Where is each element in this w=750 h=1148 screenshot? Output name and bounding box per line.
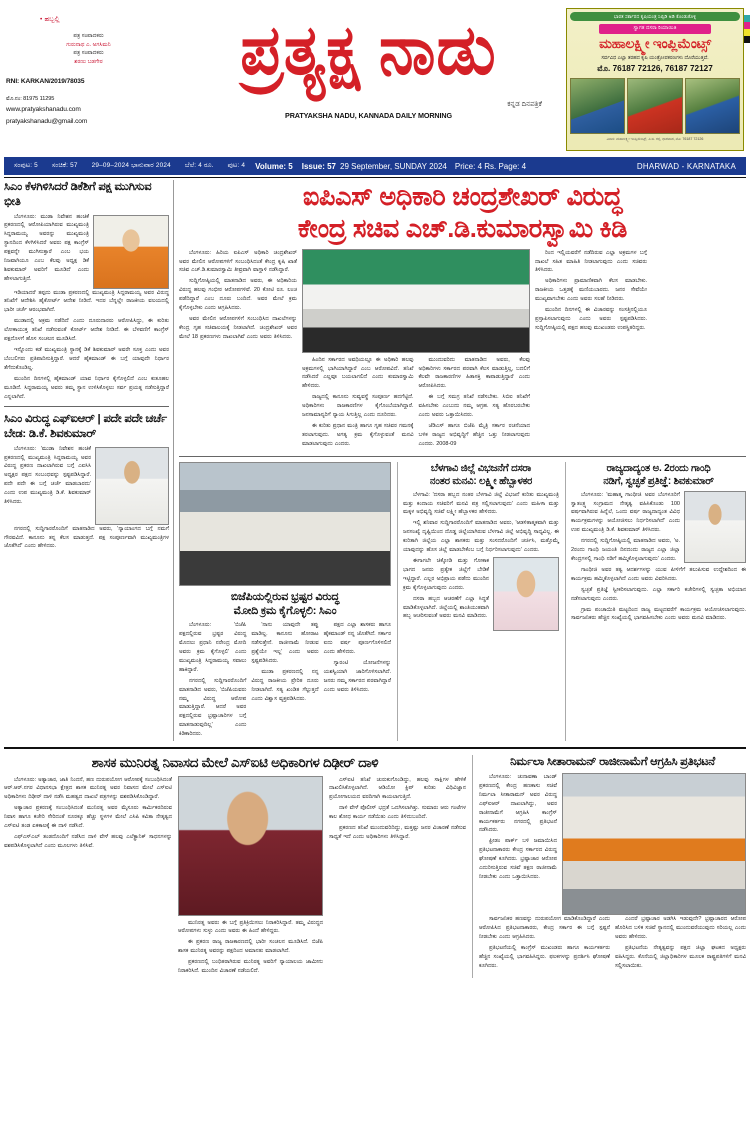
para: ಮುಂದಿನ ದಿನಗಳಲ್ಲಿ ಹೈಕಮಾಂಡ್ ಯಾವ ನಿರ್ಧಾರ ಕೈಗೊಳ್ಳಲಿದೆ ಎಂಬ ಕುತೂಹಲ ಮೂಡಿದೆ. ಸಿದ್ದರಾಮಯ್ಯ ಅವರು ತಮ್ಮ ಸ್ಥಾನ ಉಳಿಸಿಕೊಳ್ಳಲು ಸರ್ವ ಪ್ರಯತ್ನ ನಡೆಸುತ್ತಿದ್ದಾರೆ ಎನ್ನಲಾಗಿದೆ. [4, 375, 169, 400]
mid-belagavi-headline-line-2: ನಂತರ ಮನವಿ: ಲಕ್ಷ್ಮೀ ಹೆಬ್ಬಾಳಕರ [429, 475, 533, 487]
contact-website[interactable]: www.pratyakshanadu.com [6, 106, 81, 114]
para: ಬೆಂಗಳೂರು: 'ಮಹಾತ್ಮ ಗಾಂಧೀಜಿ ಅವರ ಬೆಂಗಳೂರಿಗೆ ಸ್ವಾತಂತ್ರ್ಯ ಸಂಗ್ರಾಮದ ನೇತೃತ್ವ ವಹಿಸಿಕೊಂಡು 100 ವರ್ಷವಾಗಿರುವ ಹಿನ್ನೆಲೆ, ಒಂದು ವರ್ಷ ರಾಜ್ಯದಾದ್ಯಂತ ವಿವಿಧ ಕಾರ್ಯಕ್ರಮಗಳನ್ನು ಆಯೋಜಿಸಲು ನಿರ್ಧರಿಸಲಾಗಿದೆ' ಎಂದು ಉಪ ಮುಖ್ಯಮಂತ್ರಿ ಡಿ.ಕೆ. ಶಿವಕುಮಾರ್ ತಿಳಿಸಿದರು. [571, 491, 680, 534]
para: ಸಾರ್ವಜನಿಕರ ಹಣವನ್ನು ದುರುಪಯೋಗ ಮಾಡಿಕೊಂಡಿದ್ದಾರೆ ಎಂದು ಆರೋಪಿಸಿದ ಪ್ರತಿಭಟನಾಕಾರರು, ಕೇಂದ್ರ ಸರ್ಕಾರ ಈ ಬಗ್ಗೆ ಸ್ಪಷ್ಟನೆ ನೀಡಬೇಕು ಎಂದು ಆಗ್ರಹಿಸಿದರು. [479, 916, 610, 940]
mid-cm-headline-line-2: ಮೋದಿ ಕ್ರಮ ಕೈಗೊಳ್ಳಲಿ: ಸಿಎಂ [233, 604, 337, 617]
main-divider-1 [179, 456, 746, 457]
para: ಮುಂದಿನ ದಿನಗಳಲ್ಲಿ ಈ ವಿಚಾರವನ್ನು ಸಂಸತ್ತಿನಲ್ಲಿಯೂ ಪ್ರಸ್ತಾಪಿಸಲಾಗುವುದು ಎಂದು ಅವರು ಸ್ಪಷ್ಟಪಡಿಸಿದರು. ಸುದ್ದಿಗೋಷ್ಠಿಯಲ್ಲಿ ಪಕ್ಷದ ಹಲವು ಮುಖಂಡರು ಉಪಸ್ಥಿತರಿದ್ದರು. [535, 307, 647, 331]
para: ಸ್ವಚ್ಛತೆ ಪ್ರತಿಜ್ಞೆ ಸ್ವೀಕರಿಸಲಾಗುವುದು. ಎಲ್ಲಾ ಸರ್ಕಾರಿ ಕಚೇರಿಗಳಲ್ಲಿ ಸ್ವಚ್ಛತಾ ಅಭಿಯಾನ ನಡೆಸಲಾಗುವುದು ಎಂದರು. [571, 586, 746, 602]
para: ಗಾಂಧೀಜಿ ಅವರ ತತ್ವ ಆದರ್ಶಗಳನ್ನು ಯುವ ಪೀಳಿಗೆಗೆ ತಲುಪಿಸುವ ಉದ್ದೇಶದಿಂದ ಈ ಕಾರ್ಯಕ್ರಮ ಹಮ್ಮಿಕೊಳ್ಳಲಾಗಿದೆ ಎಂದು ಅವರು ವಿವರಿಸಿದರು. [571, 566, 746, 582]
info-kn-issue: ಸಂಚಿಕೆ: 57 [51, 162, 78, 169]
para: ನಗರದಲ್ಲಿ ಸುದ್ದಿಗೋಷ್ಠಿಯಲ್ಲಿ ಮಾತನಾಡಿದ ಅವರು, 'ಅ. 2ರಂದು ಗಾಂಧಿ ಜಯಂತಿ ದಿನದಂದು ರಾಜ್ಯದ ಎಲ್ಲಾ ಜಿಲ್ಲಾ ಕೇಂದ್ರಗಳಲ್ಲಿ ಗಾಂಧಿ ನಡಿಗೆ ಹಮ್ಮಿಕೊಳ್ಳಲಾಗುವುದು' ಎಂದರು. [571, 538, 680, 563]
info-kn-price: ಬೆಲೆ: 4 ರೂ. [184, 162, 214, 169]
main-article-col-2 [302, 356, 414, 451]
credit-name-2: ಶರಣು ಬಡಗೇರ [74, 58, 103, 65]
para: ಬೆಂಗಳೂರು: ಮುಡಾ ನಿವೇಶನ ಹಂಚಿಕೆ ಪ್ರಕರಣದಲ್ಲಿ ಆರೋಪಿಯಾಗಿರುವ ಮುಖ್ಯಮಂತ್ರಿ ಸಿದ್ದರಾಮಯ್ಯ ಅವರನ್ನು ಮುಖ್ಯಮಂತ್ರಿ ಸ್ಥಾನದಿಂದ ಕೆಳಗಿಳಿಸಿದರೆ ಅವರು ಪಕ್ಷ ಕಾಂಗ್ರೆಸ್ ಪಕ್ಷವನ್ನೇ ಮುಗಿಸುತ್ತಾರೆ ಎಂಬ ಭಯ ನಿಜವಾಗಿಯೂ ಎಂಬ ಕೆಲವು ಅಧ್ಯಕ್ಷ ಡಿಕೆ ಶಿವಕುಮಾರ್ ಅವರಿಗೆ ಮೂಡಿದೆ ಎಂದು ಹೇಳಲಾಗುತ್ತಿದೆ. [4, 213, 89, 282]
bottom-left-photo-col [178, 776, 323, 978]
ad-phone-numbers: ಮೊ. 76187 72126, 76187 72127 [597, 64, 713, 73]
info-volume: Volume: 5 [255, 161, 293, 171]
para: ಈಗಾಗಲೇ ಚಿಕ್ಕೋಡಿ ಮತ್ತು ಗೋಕಾಕ ಭಾಗದ ಜನರು ಪ್ರತ್ಯೇಕ ಜಿಲ್ಲೆಗೆ ಬೇಡಿಕೆ ಇಟ್ಟಿದ್ದಾರೆ. ಎಲ್ಲರ ಅಭಿಪ್ರಾಯ ಪಡೆದು ಮುಂದಿನ ಕ್ರಮ ಕೈಗೊಳ್ಳಲಾಗುವುದು ಎಂದರು. [403, 558, 489, 591]
left-article-2-photo [95, 447, 169, 525]
bottom-left-col-1 [4, 776, 172, 978]
ad-footer-address: ವಿಳಾಸ: ಮಹಾಲಕ್ಷ್ಮೀ ಇಂಪ್ಲಿಮೆಂಟ್ಸ್, ಪಿ.ಬಿ. ರಸ್ತೆ, ಧಾರವಾಡ, ಮೊ: 76187 72126 [606, 137, 704, 141]
masthead-advertisement[interactable] [566, 8, 744, 151]
left-divider [4, 406, 169, 407]
masthead-bullet-note: • ಹಬ್ಬಲ್ಲಿ [40, 16, 60, 23]
ad-product-photos [570, 78, 740, 134]
bottom-left-headline [4, 755, 466, 772]
para: ಬೆಂಗಳೂರು: 'ಬಿಜೆಪಿ ಪಕ್ಷದಲ್ಲಿರುವ ಭ್ರಷ್ಟರ ವಿರುದ್ಧ ಮೊದಲು ಪ್ರಧಾನಿ ನರೇಂದ್ರ ಮೋದಿ ಅವರು ಕ್ರಮ ಕೈಗೊಳ್ಳಲಿ' ಎಂದು ಮುಖ್ಯಮಂತ್ರಿ ಸಿದ್ದರಾಮಯ್ಯ ಸವಾಲು ಹಾಕಿದ್ದಾರೆ. [179, 622, 247, 673]
para: ಇನ್ನೊಂದು ಕಡೆ ಮುಖ್ಯಮಂತ್ರಿ ಸ್ಥಾನಕ್ಕೆ ಡಿಕೆ ಶಿವಕುಮಾರ್ ಅವರೇ ಸೂಕ್ತ ಎಂದು ಅವರ ಬೆಂಬಲಿಗರು ಪ್ರತಿಪಾದಿಸುತ್ತಿದ್ದಾರೆ. ಆದರೆ ಹೈಕಮಾಂಡ್ ಈ ಬಗ್ಗೆ ಯಾವುದೇ ನಿರ್ಧಾರ ತೆಗೆದುಕೊಂಡಿಲ್ಲ. [4, 347, 169, 371]
credit-label-1: ಪತ್ರ ಸಂಪಾದಕರು [73, 33, 104, 39]
masthead-divider [4, 177, 746, 178]
issue-info-bar [4, 157, 746, 175]
page-content [0, 180, 750, 741]
middle-band [179, 462, 746, 741]
bottom-left-col-3 [329, 776, 466, 978]
para: ಸುದ್ದಿಗೋಷ್ಠಿಯಲ್ಲಿ ಮಾತನಾಡಿದ ಅವರು, ಈ ಅಧಿಕಾರಿಯ ವಿರುದ್ಧ ಹಲವು ಗಂಭೀರ ಆರೋಪಗಳಿವೆ. 20 ಕೋಟಿ ರೂ. ಲಂಚ ಪಡೆದಿದ್ದಾರೆ ಎಂಬ ದೂರು ಬಂದಿದೆ. ಅವರ ಮೇಲೆ ಕ್ರಮ ಕೈಗೊಳ್ಳಬೇಕು ಎಂದು ಆಗ್ರಹಿಸಿದರು. [179, 278, 297, 312]
para: ಗ್ರಾಮ ಪಂಚಾಯಿತಿ ಮಟ್ಟದಿಂದ ರಾಜ್ಯ ಮಟ್ಟದವರೆಗೆ ಕಾರ್ಯಕ್ರಮ ಆಯೋಜಿಸಲಾಗುವುದು. ಸಾರ್ವಜನಿಕರು ಹೆಚ್ಚಿನ ಸಂಖ್ಯೆಯಲ್ಲಿ ಭಾಗವಹಿಸಬೇಕು ಎಂದು ಅವರು ಮನವಿ ಮಾಡಿದರು. [571, 606, 746, 622]
ad-title: ಮಹಾಲಕ್ಷ್ಮೀ ಇಂಪ್ಲಿಮೆಂಟ್ಸ್ [599, 36, 711, 51]
bottom-section-divider [4, 747, 746, 749]
mid-article-gandhi [565, 462, 746, 741]
para: ಹಿಂದಿನ ಸರ್ಕಾರದ ಅವಧಿಯಲ್ಲೂ ಈ ಅಧಿಕಾರಿ ಹಲವು ಅಕ್ರಮಗಳಲ್ಲಿ ಭಾಗಿಯಾಗಿದ್ದಾರೆ ಎಂಬ ಆರೋಪವಿದೆ. ತನಿಖೆ ನಡೆಸಿದರೆ ಎಲ್ಲವೂ ಬಯಲಾಗಲಿದೆ ಎಂದು ಕುಮಾರಸ್ವಾಮಿ ಹೇಳಿದರು. [302, 356, 414, 390]
para: ರಾಜ್ಯದಲ್ಲಿ ಕಾನೂನು ಸುವ್ಯವಸ್ಥೆ ಸಂಪೂರ್ಣ ಹದಗೆಟ್ಟಿದೆ. ಅಧಿಕಾರಿಗಳು ರಾಜಕಾರಣಿಗಳ ಕೈಗೊಂಬೆಯಾಗಿದ್ದಾರೆ. ಜನಸಾಮಾನ್ಯರಿಗೆ ನ್ಯಾಯ ಸಿಗುತ್ತಿಲ್ಲ ಎಂದು ದೂರಿದರು. [302, 394, 414, 419]
ad-photo-trailer [685, 78, 740, 134]
masthead-credits [6, 32, 171, 67]
main-article-col-4 [535, 249, 647, 451]
color-registration-swatch [744, 15, 750, 43]
para: ಇಡಿಯಾದರೆ ತಪ್ಪದು ಮುಡಾ ಪ್ರಕರಣದಲ್ಲಿ ಮುಖ್ಯಮಂತ್ರಿ ಸಿದ್ದರಾಮಯ್ಯ ಅವರ ವಿರುದ್ಧ ತನಿಖೆಗೆ ಆದೇಶಿಸಿ ಹೈಕೋರ್ಟ್ ಆದೇಶ ನೀಡಿದೆ. ಇದರ ಬೆನ್ನಲ್ಲೇ ರಾಜಕೀಯ ವಲಯದಲ್ಲಿ ಭಾರೀ ಚರ್ಚೆ ಆರಂಭವಾಗಿದೆ. [4, 289, 169, 314]
mid-belagavi-headline [403, 462, 559, 488]
left-article-2-headline [4, 412, 169, 441]
ad-photo-rotavator [627, 78, 682, 134]
ad-subtitle: ಸರ್ವವಿಧ ಎಲ್ಲಾ ತರಹದ ಕೃಷಿ ಯಂತ್ರೋಪಕರಣಗಳು ದೊರೆಯುತ್ತವೆ. [601, 55, 709, 61]
para: ಅತ್ಯಾಚಾರ ಪ್ರಕರಣಕ್ಕೆ ಸಂಬಂಧಿಸಿದಂತೆ ಮುನಿರತ್ನ ಅವರ ಮೈಸೂರು ಕಾರ್ಮಿಕರದಿರುವ ನಿವಾಸ ಹಾಗೂ ಕಚೇರಿ ಸೇರಿದಂತೆ ನೂರಕ್ಕೂ ಹೆಚ್ಚು ಸ್ಥಳಗಳ ಮೇಲೆ ಎಸಿಪಿ ಕವಿತಾ ನೇತೃತ್ವದ ಎಸ್ಐಟಿ ತಂಡ ಏಕಕಾಲಕ್ಕೆ ಈ ದಾಳಿ ನಡೆಸಿದೆ. [4, 805, 172, 830]
mid-belagavi-headline-line-1: ಬೆಳಗಾವಿ ಜಿಲ್ಲೆ ವಿಭಜನೆಗೆ ದಸರಾ [430, 462, 532, 474]
mid-gandhi-headline-line-1: ರಾಜ್ಯದಾದ್ಯಂತ ಅ. 2ರಂದು ಗಾಂಧಿ [606, 462, 711, 474]
info-place: DHARWAD - KARNATAKA [636, 161, 736, 171]
para: ಬೆಂಗಳೂರು: 'ಮುಡಾ ನಿವೇಶನ ಹಂಚಿಕೆ ಪ್ರಕರಣದಲ್ಲಿ ಮುಖ್ಯಮಂತ್ರಿ ಸಿದ್ದರಾಮಯ್ಯ ಅವರ ವಿರುದ್ಧ ಪ್ರಕರಣ ದಾಖಲಾಗಿರುವ ಬಗ್ಗೆ ಎಐಸಿಸಿ ಅಧ್ಯಕ್ಷರ ಪಕ್ಷದ ಸಂಬಂಧವನ್ನು ಸ್ಪಷ್ಟಪಡಿಸಿದ್ದಾರೆ. ಪದೇ ಪದೇ ಈ ಬಗ್ಗೆ ಚರ್ಚೆ ಮಾಡಬಾರದು' ಎಂದು ಉಪ ಮುಖ್ಯಮಂತ್ರಿ ಡಿ.ಕೆ. ಶಿವಕುಮಾರ್ ತಿಳಿಸಿದರು. [4, 445, 91, 506]
mid-article-cm-headline [179, 590, 391, 619]
bottom-right-col-3 [615, 915, 746, 972]
para: ದಾಳಿ ವೇಳೆ ಪೊಲೀಸ್ ಭದ್ರತೆ ಒದಗಿಸಲಾಗಿತ್ತು. ಸುಮಾರು ಆರು ಗಂಟೆಗಳ ಕಾಲ ಶೋಧ ಕಾರ್ಯ ನಡೆಯಿತು ಎಂದು ತಿಳಿದುಬಂದಿದೆ. [329, 805, 466, 821]
mid-cm-col-1 [179, 621, 246, 741]
main-headline-line-1: ಐಪಿಎಸ್ ಅಧಿಕಾರಿ ಚಂದ್ರಶೇಖರ್ ವಿರುದ್ಧ [302, 183, 623, 212]
mid-belagavi-col-1 [403, 491, 559, 555]
mid-cm-col-3 [324, 621, 391, 741]
bottom-right-col-2 [479, 915, 610, 972]
bottom-left-col-2 [178, 919, 323, 976]
para: ಬೆಂಗಳೂರು: ಅತ್ಯಾಚಾರ, ಜಾತಿ ನಿಂದನೆ, ಹಣ ದುರುಪಯೋಗ ಆರೋಪಕ್ಕೆ ಸಂಬಂಧಿಸಿದಂತೆ ಆರ್.ಆರ್.ನಗರ ವಿಧಾನಸಭಾ ಕ್ಷೇತ್ರದ ಶಾಸಕ ಮುನಿರತ್ನ ಅವರ ನಿವಾಸದ ಮೇಲೆ ಎಸ್ಐಟಿ ಅಧಿಕಾರಿಗಳು ದಿಢೀರ್ ದಾಳಿ ನಡೆಸಿ ಮಹತ್ವದ ದಾಖಲೆ ಪತ್ರಗಳನ್ನು ವಶಪಡಿಸಿಕೊಂಡಿದ್ದಾರೆ. [4, 776, 172, 801]
para: ಎಸ್ಐಟಿ ತನಿಖೆ ಚುರುಕುಗೊಂಡಿದ್ದು, ಹಲವು ಸಾಕ್ಷಿಗಳ ಹೇಳಿಕೆ ದಾಖಲಿಸಿಕೊಳ್ಳಲಾಗಿದೆ. ಆಡಿಯೋ ಕ್ಲಿಪ್ ಕುರಿತು ವಿಧಿವಿಜ್ಞಾನ ಪ್ರಯೋಗಾಲಯದ ವರದಿಗಾಗಿ ಕಾಯಲಾಗುತ್ತಿದೆ. [329, 776, 466, 801]
tagline-english: PRATYAKSHA NADU, KANNADA DAILY MORNING [285, 111, 452, 121]
info-date: 29 September, SUNDAY 2024 [340, 161, 447, 171]
para: ಬೆಳಗಾವಿ: 'ದಸರಾ ಹಬ್ಬದ ನಂತರ ಬೆಳಗಾವಿ ಜಿಲ್ಲೆ ವಿಭಜನೆ ಕುರಿತು ಮುಖ್ಯಮಂತ್ರಿ ಮತ್ತು ಕಂದಾಯ ಸಚಿವರಿಗೆ ಮನವಿ ಪತ್ರ ಸಲ್ಲಿಸಲಾಗುವುದು' ಎಂದು ಮಹಿಳಾ ಮತ್ತು ಮಕ್ಕಳ ಅಭಿವೃದ್ಧಿ ಸಚಿವೆ ಲಕ್ಷ್ಮೀ ಹೆಬ್ಬಾಳಕರ ಹೇಳಿದರು. [403, 491, 559, 516]
left-article-1-photo [93, 215, 169, 289]
mid-gandhi-col-2 [571, 566, 746, 623]
mid-gandhi-headline-line-2: ನಡಿಗೆ, ಸ್ವಚ್ಛತೆ ಪ್ರತಿಜ್ಞೆ: ಶಿವಕುಮಾರ್ [603, 475, 714, 487]
credit-name-1: ಗುರುನಾಥ ಎ. ಅಗಸಿಮನಿ [66, 41, 111, 48]
para: 'ನಾನು ಯಾವುದೇ ತಪ್ಪು ಮಾಡಿಲ್ಲ. ಕಾನೂನು ಹೋರಾಟ ನಡೆಸುತ್ತೇನೆ. ರಾಜೀನಾಮೆ ನೀಡುವ ಪ್ರಶ್ನೆಯೇ ಇಲ್ಲ' ಎಂದು ಅವರು ಸ್ಪಷ್ಟಪಡಿಸಿದರು. [251, 622, 319, 664]
para: ರಿಂದ ಇಲ್ಲಿಯವರೆಗೆ ನಡೆದಿರುವ ಎಲ್ಲಾ ಅಕ್ರಮಗಳ ಬಗ್ಗೆ ದಾಖಲೆ ಸಹಿತ ಮಾಹಿತಿ ನೀಡಲಾಗುವುದು ಎಂದು ಸಚಿವರು ತಿಳಿಸಿದರು. [535, 249, 647, 274]
info-kn-date: 29–09–2024 ಭಾನುವಾರ 2024 [91, 162, 171, 169]
para: ಈ ಕುರಿತು ಪ್ರಧಾನ ಮಂತ್ರಿ ಹಾಗೂ ಗೃಹ ಸಚಿವರ ಗಮನಕ್ಕೆ ತರಲಾಗುವುದು. ಅಗತ್ಯ ಕ್ರಮ ಕೈಗೊಳ್ಳುವಂತೆ ಮನವಿ ಮಾಡಲಾಗುವುದು ಎಂದರು. [302, 422, 414, 447]
masthead-contact [6, 95, 171, 128]
mid-gandhi-photo [684, 491, 746, 563]
para: ಪ್ರತಿಭಟನೆಯ ನೇತೃತ್ವವನ್ನು ಪಕ್ಷದ ಜಿಲ್ಲಾ ಘಟಕದ ಅಧ್ಯಕ್ಷರು ವಹಿಸಿದ್ದರು. ಕೊನೆಯಲ್ಲಿ ಜಿಲ್ಲಾಧಿಕಾರಿಗಳ ಮೂಲಕ ರಾಷ್ಟ್ರಪತಿಗಳಿಗೆ ಮನವಿ ಸಲ್ಲಿಸಲಾಯಿತು. [615, 944, 746, 969]
mid-article-belagavi [397, 462, 559, 741]
bottom-section [0, 755, 750, 978]
para: ಇಲ್ಲಿ ಶನಿವಾರ ಸುದ್ದಿಗಾರರೊಂದಿಗೆ ಮಾತನಾಡಿದ ಅವರು, 'ಆಡಳಿತಾತ್ಮಕವಾಗಿ ಮತ್ತು ಜನಸಂಖ್ಯೆ ದೃಷ್ಟಿಯಿಂದ ದೊಡ್ಡ ಜಿಲ್ಲೆಯಾಗಿರುವ ಬೆಳಗಾವಿ ಜಿಲ್ಲೆ ಅಭಿವೃದ್ಧಿ ಸಾಧ್ಯವಿಲ್ಲ. ಈ ಕುರಿತಾಗಿ ಜಿಲ್ಲೆಯ ಎಲ್ಲಾ ಶಾಸಕರು ಮತ್ತು ಸಂಸದರೊಂದಿಗೆ ಚರ್ಚಿಸಿ, ಮತ್ತೊಮ್ಮೆ ಯಾವುದನ್ನು ಹೊಸ ಜಿಲ್ಲೆ ಮಾಡಬೇಕೆಂಬ ಬಗ್ಗೆ ನಿರ್ಧರಿಸಲಾಗುವುದು' ಎಂದರು. [403, 520, 559, 554]
para: ಜೆಡಿಎಸ್ ಹಾಗೂ ಬಿಜೆಪಿ ಮೈತ್ರಿ ಸರ್ಕಾರ ರಚನೆಯಾದ ಬಳಿಕ ರಾಜ್ಯದ ಅಭಿವೃದ್ಧಿಗೆ ಹೆಚ್ಚಿನ ಒತ್ತು ನೀಡಲಾಗುವುದು ಎಂದರು. 2008-09 [418, 422, 530, 447]
para: ಪ್ರತಿಭಟನೆಯಲ್ಲಿ ಕಾಂಗ್ರೆಸ್ ಮುಖಂಡರು ಹಾಗೂ ಕಾರ್ಯಕರ್ತರು ಹೆಚ್ಚಿನ ಸಂಖ್ಯೆಯಲ್ಲಿ ಭಾಗವಹಿಸಿದ್ದರು. ಫಲಕಗಳನ್ನು ಪ್ರದರ್ಶಿಸಿ ಘೋಷಣೆ ಕೂಗಿದರು. [479, 944, 610, 969]
para: ಬೆಂಗಳೂರು: ಚುನಾವಣಾ ಬಾಂಡ್ ಪ್ರಕರಣದಲ್ಲಿ ಕೇಂದ್ರ ಹಣಕಾಸು ಸಚಿವೆ ನಿರ್ಮಲಾ ಸೀತಾರಾಮನ್ ಅವರ ವಿರುದ್ಧ ಎಫ್ಐಆರ್ ದಾಖಲಾಗಿದ್ದು, ಅವರ ರಾಜೀನಾಮೆಗೆ ಆಗ್ರಹಿಸಿ ಕಾಂಗ್ರೆಸ್ ಕಾರ್ಯಕರ್ತರು ನಗರದಲ್ಲಿ ಪ್ರತಿಭಟನೆ ನಡೆಸಿದರು. [479, 774, 557, 834]
ad-photo-plough [570, 78, 625, 134]
para: ಫ್ರೀಡಂ ಪಾರ್ಕ್ ಬಳಿ ಜಮಾಯಿಸಿದ ಪ್ರತಿಭಟನಾಕಾರರು ಕೇಂದ್ರ ಸರ್ಕಾರದ ವಿರುದ್ಧ ಘೋಷಣೆ ಕೂಗಿದರು. ಭ್ರಷ್ಟಾಚಾರ ಆರೋಪ ಎದುರಿಸುತ್ತಿರುವ ಸಚಿವೆ ತಕ್ಷಣ ರಾಜೀನಾಮೆ ನೀಡಬೇಕು ಎಂದು ಒತ್ತಾಯಿಸಿದರು. [479, 838, 557, 880]
info-price: Price: 4 Rs. Page: 4 [454, 161, 527, 171]
newspaper-logo: ಪ್ರತ್ಯಕ್ಷ ನಾಡು [240, 11, 497, 90]
mid-gandhi-col-1 [571, 491, 680, 566]
info-kn-volume: ಸಂಪುಟ: 5 [14, 162, 38, 169]
mid-gandhi-headline [571, 462, 746, 488]
para: ಪ್ರಕರಣದ ತನಿಖೆ ಮುಂದುವರಿದಿದ್ದು, ಮತ್ತಷ್ಟು ಜನರ ವಿಚಾರಣೆ ನಡೆಸುವ ಸಾಧ್ಯತೆ ಇದೆ ಎಂದು ಅಧಿಕಾರಿಗಳು ತಿಳಿಸಿದ್ದಾರೆ. [329, 825, 466, 840]
bottom-right-photo [562, 773, 746, 915]
left-article-1 [4, 180, 169, 401]
left-column [4, 180, 174, 741]
mid-article-cm-photo [179, 462, 391, 586]
mid-belagavi-col-2 [403, 557, 489, 631]
para: ಪ್ರಕರಣದಲ್ಲಿ ಬಂಧಿತರಾಗಿರುವ ಮುನಿರತ್ನ ಅವರಿಗೆ ನ್ಯಾಯಾಲಯ ಜಾಮೀನು ನಿರಾಕರಿಸಿದೆ. ಮುಂದಿನ ವಿಚಾರಣೆ ನಡೆಯಲಿದೆ. [178, 959, 323, 975]
bottom-right-photo-col [562, 773, 746, 915]
tagline-kannada: ಕನ್ನಡ ದಿನಪತ್ರಿಕೆ [507, 101, 542, 109]
para: ಮುನಿರತ್ನ ಅವರು ಈ ಬಗ್ಗೆ ಪ್ರತಿಕ್ರಿಯಿಸಲು ನಿರಾಕರಿಸಿದ್ದಾರೆ. ತಮ್ಮ ವಿರುದ್ಧದ ಆರೋಪಗಳು ಸುಳ್ಳು ಎಂದು ಅವರು ಈ ಹಿಂದೆ ಹೇಳಿದ್ದರು. [178, 919, 323, 935]
para: ಅಧಿಕಾರಿಗಳು ಪ್ರಾಮಾಣಿಕವಾಗಿ ಕೆಲಸ ಮಾಡಬೇಕು. ರಾಜಕೀಯ ಒತ್ತಡಕ್ಕೆ ಮಣಿಯಬಾರದು. ಜನರ ಸೇವೆಯೇ ಮುಖ್ಯವಾಗಬೇಕು ಎಂದು ಅವರು ಸಲಹೆ ನೀಡಿದರು. [535, 278, 647, 303]
para: ನಗರದಲ್ಲಿ ಸುದ್ದಿಗಾರರೊಂದಿಗೆ ಮಾತನಾಡಿದ ಅವರು, 'ನ್ಯಾಯಾಂಗದ ಬಗ್ಗೆ ನಮಗೆ ಗೌರವವಿದೆ. ಕಾನೂನು ತನ್ನ ಕೆಲಸ ಮಾಡುತ್ತದೆ. ಪಕ್ಷ ಸಂಪೂರ್ಣವಾಗಿ ಮುಖ್ಯಮಂತ್ರಿಗಳ ಜೊತೆಗಿದೆ' ಎಂದು ಹೇಳಿದರು. [4, 525, 169, 550]
bottom-left-headline-text: ಶಾಸಕ ಮುನಿರತ್ನ ನಿವಾಸದ ಮೇಲೆ ಎಸ್ಐಟಿ ಅಧಿಕಾರಿಗಳ ದಿಢೀರ್ ದಾಳಿ [91, 754, 379, 770]
left-article-1-body-a [4, 213, 89, 289]
mid-belagavi-photo [493, 557, 559, 631]
bottom-right-col-1 [479, 773, 557, 915]
left-article-2-body-a [4, 445, 91, 525]
para: ಈ ಪ್ರಕರಣ ರಾಜ್ಯ ರಾಜಕಾರಣದಲ್ಲಿ ಭಾರೀ ಸಂಚಲನ ಮೂಡಿಸಿದೆ. ಬಿಜೆಪಿ ಶಾಸಕ ಮುನಿರತ್ನ ಅವರನ್ನು ಪಕ್ಷದಿಂದ ಅಮಾನತು ಮಾಡಲಾಗಿದೆ. [178, 939, 323, 955]
main-headline-line-2: ಕೇಂದ್ರ ಸಚಿವ ಎಚ್.ಡಿ.ಕುಮಾರಸ್ವಾಮಿ ಕಿಡಿ [297, 214, 628, 243]
ad-banner-text: ಭಾರತ ಸರ್ಕಾರದ ಕೃಷಿಯಂತ್ರ ಸಿಬ್ಸಿಡಿ ಅಡಿ ಕೊಂಡುಕೊಳ್ಳಿ [570, 12, 740, 21]
bottom-left-photo [178, 776, 323, 916]
para: ಮುಡಾದಲ್ಲಿ ಅಕ್ರಮ ನಡೆದಿದೆ ಎಂದು ದೂರುದಾರರು ಆರೋಪಿಸಿದ್ದು, ಈ ಕುರಿತು ಲೋಕಾಯುಕ್ತ ತನಿಖೆ ನಡೆಸುವಂತೆ ಕೋರ್ಟ್ ಆದೇಶ ನೀಡಿದೆ. ಈ ಬೆಳವಣಿಗೆ ಕಾಂಗ್ರೆಸ್ ಪಕ್ಷದೊಳಗೆ ಹೊಸ ಸಂಚಲನ ಮೂಡಿಸಿದೆ. [4, 318, 169, 343]
credit-label-2: ಪತ್ರ ಸಂಪಾದಕರು [73, 50, 104, 57]
bottom-left-article [4, 755, 466, 978]
left-article-1-headline-text: ಸಿಎಂ ಕೆಳಗಿಳಿಸಿದರೆ ಡಿಕೆಶಿಗೆ ಪಕ್ಷ ಮುಗಿಸುವ ಭೀತಿ [4, 181, 152, 208]
info-issue: Issue: 57 [301, 161, 336, 171]
para: ಮುಂದುವರಿದು ಮಾತನಾಡಿದ ಅವರು, ಕೆಲವು ಅಧಿಕಾರಿಗಳು ಸರ್ಕಾರದ ಪರವಾಗಿ ಕೆಲಸ ಮಾಡುತ್ತಿಲ್ಲ, ಬದಲಿಗೆ ಕೆಲವೇ ರಾಜಕಾರಣಿಗಳ ಹಿತಾಸಕ್ತಿ ಕಾಪಾಡುತ್ತಿದ್ದಾರೆ ಎಂದು ಆರೋಪಿಸಿದರು. [418, 356, 530, 390]
left-article-2 [4, 412, 169, 551]
para: ದಸರಾ ಹಬ್ಬದ ಆಚರಣೆಗೆ ಎಲ್ಲಾ ಸಿದ್ಧತೆ ಮಾಡಿಕೊಳ್ಳಲಾಗಿದೆ. ಜಿಲ್ಲೆಯಲ್ಲಿ ಶಾಂತಿಯುತವಾಗಿ ಹಬ್ಬ ಆಚರಿಸುವಂತೆ ಅವರು ಮನವಿ ಮಾಡಿದರು. [403, 595, 489, 620]
masthead-title-block [171, 8, 566, 120]
para: ಎಂದರೆ ಭ್ರಷ್ಟಾಚಾರ ಅಡಗಿಸಿ ಇಡುವುದೇ? ಭ್ರಷ್ಟಾಚಾರದ ಆರೋಪ ಹೊರಿಸಿದ ಬಳಿಕ ಸಚಿವೆ ಸ್ಥಾನದಲ್ಲಿ ಮುಂದುವರೆಯುವುದು ಸರಿಯಲ್ಲ ಎಂದು ಅವರು ಹೇಳಿದರು. [615, 916, 746, 940]
main-headline [179, 180, 746, 248]
mid-cm-col-2 [251, 621, 318, 741]
masthead-left-info [6, 8, 171, 127]
rni-number: RNI: KARKAN/2019/78035 [6, 77, 85, 85]
left-article-2-body-b [4, 525, 169, 552]
para: ಬೆಂಗಳೂರು: ಹಿರಿಯ ಐಪಿಎಸ್ ಅಧಿಕಾರಿ ಚಂದ್ರಶೇಖರ್ ಅವರ ಮೇಲಿನ ಆರೋಪಗಳಿಗೆ ಸಂಬಂಧಿಸಿದಂತೆ ಕೇಂದ್ರ ಕೃಷಿ ಖಾತೆ ಸಚಿವ ಎಚ್.ಡಿ.ಕುಮಾರಸ್ವಾಮಿ ತೀವ್ರವಾಗಿ ವಾಗ್ದಾಳಿ ನಡೆಸಿದ್ದಾರೆ. [179, 249, 297, 274]
main-article-body [179, 249, 746, 451]
ad-ribbon-text: ಸ್ವಾಗತ ದಸರಾ ರಿಯಾಯಿತಿ [599, 24, 711, 34]
para: ಈ ಬಗ್ಗೆ ಸಮಗ್ರ ತನಿಖೆ ನಡೆಸಬೇಕು. ಸಿಬಿಐ ತನಿಖೆಗೆ ವಹಿಸಬೇಕು ಎಂಬುದು ನಮ್ಮ ಆಗ್ರಹ. ಸತ್ಯ ಹೊರಬರಬೇಕು ಎಂದು ಅವರು ಒತ್ತಾಯಿಸಿದರು. [418, 394, 530, 419]
left-article-1-headline [4, 180, 169, 209]
main-article-col-3 [419, 356, 531, 451]
left-article-1-body-b [4, 289, 169, 402]
contact-email[interactable]: pratyakshanadu@gmail.com [6, 117, 88, 125]
bottom-right-article [472, 755, 746, 978]
main-article-col-1 [179, 249, 297, 451]
para: ಗ್ಯಾರಂಟಿ ಯೋಜನೆಗಳನ್ನು ಯಶಸ್ವಿಯಾಗಿ ಜಾರಿಗೊಳಿಸಲಾಗಿದೆ. ಜನರು ನಮ್ಮ ಸರ್ಕಾರದ ಪರವಾಗಿದ್ದಾರೆ ಎಂದು ಅವರು ತಿಳಿಸಿದರು. [323, 659, 391, 693]
mid-cm-headline-line-1: ಬಿಜೆಪಿಯಲ್ಲಿರುವ ಭ್ರಷ್ಟರ ವಿರುದ್ಧ [230, 590, 340, 603]
para: ಪಕ್ಷದ ಎಲ್ಲಾ ಶಾಸಕರು ಹಾಗೂ ಹೈಕಮಾಂಡ್ ನನ್ನ ಜೊತೆಗಿದೆ. ಸರ್ಕಾರ ಐದು ವರ್ಷ ಪೂರ್ಣಗೊಳಿಸಲಿದೆ ಎಂದು ಹೇಳಿದರು. [323, 622, 391, 655]
main-column [174, 180, 746, 741]
contact-phone: ಮೊ.ನಂ: 81975 11295 [6, 95, 55, 102]
bottom-right-headline [479, 755, 746, 769]
main-article-col-2-3 [302, 249, 530, 451]
mid-article-cm [179, 462, 391, 741]
para: ನಗರದಲ್ಲಿ ಸುದ್ದಿಗಾರರೊಂದಿಗೆ ಮಾತನಾಡಿದ ಅವರು, 'ಬಿಜೆಪಿಯವರು ನಮ್ಮ ವಿರುದ್ಧ ಆರೋಪ ಮಾಡುತ್ತಿದ್ದಾರೆ. ಆದರೆ ಅವರ ಪಕ್ಷದಲ್ಲಿರುವ ಭ್ರಷ್ಟಾಚಾರಿಗಳ ಬಗ್ಗೆ ಮಾತನಾಡುವುದಿಲ್ಲ' ಎಂದು ಕಿಡಿಕಾರಿದರು. [179, 677, 247, 738]
left-article-2-headline-text: ಸಿಎಂ ವಿರುದ್ಧ ಎಫ್ಐಆರ್ | ಪದೇ ಪದೇ ಚರ್ಚೆ ಬೇಡ: ಡಿ.ಕೆ. ಶಿವಕುಮಾರ್ [4, 413, 167, 441]
para: ಅವರ ಮೇಲಿನ ಆರೋಪಗಳಿಗೆ ಸಂಬಂಧಿಸಿದ ದಾಖಲೆಗಳನ್ನು ಕೇಂದ್ರ ಗೃಹ ಸಚಿವಾಲಯಕ್ಕೆ ನೀಡಲಾಗಿದೆ. ಚಂದ್ರಶೇಖರ್ ಅವರ ಮೇಲೆ 18 ಪ್ರಕರಣಗಳು ದಾಖಲಾಗಿವೆ ಎಂದು ಅವರು ತಿಳಿಸಿದರು. [179, 315, 297, 340]
main-article-photo [302, 249, 530, 353]
para: ಮುಡಾ ಪ್ರಕರಣದಲ್ಲಿ ನನ್ನ ವಿರುದ್ಧ ರಾಜಕೀಯ ಪ್ರೇರಿತ ದೂರು ನೀಡಲಾಗಿದೆ. ಸತ್ಯ ಖಂಡಿತ ಗೆಲ್ಲುತ್ತದೆ ಎಂದು ವಿಶ್ವಾಸ ವ್ಯಕ್ತಪಡಿಸಿದರು. [251, 668, 319, 702]
para: ಎಫ್ಎಸ್ಎಲ್ ತಂಡದೊಂದಿಗೆ ನಡೆಸಿದ ದಾಳಿ ವೇಳೆ ಹಲವು ಎಲೆಕ್ಟ್ರಾನಿಕ್ ಸಾಧನಗಳನ್ನು ವಶಪಡಿಸಿಕೊಳ್ಳಲಾಗಿದೆ ಎಂದು ಮೂಲಗಳು ತಿಳಿಸಿವೆ. [4, 833, 172, 849]
masthead [0, 0, 750, 155]
info-kn-page-count: ಪುಟ: 4 [227, 162, 246, 169]
bottom-right-headline-text: ನಿರ್ಮಲಾ ಸೀತಾರಾಮನ್ ರಾಜೀನಾಮೆಗೆ ಆಗ್ರಹಿಸಿ ಪ್ರತಿಭಟನೆ [510, 755, 715, 768]
